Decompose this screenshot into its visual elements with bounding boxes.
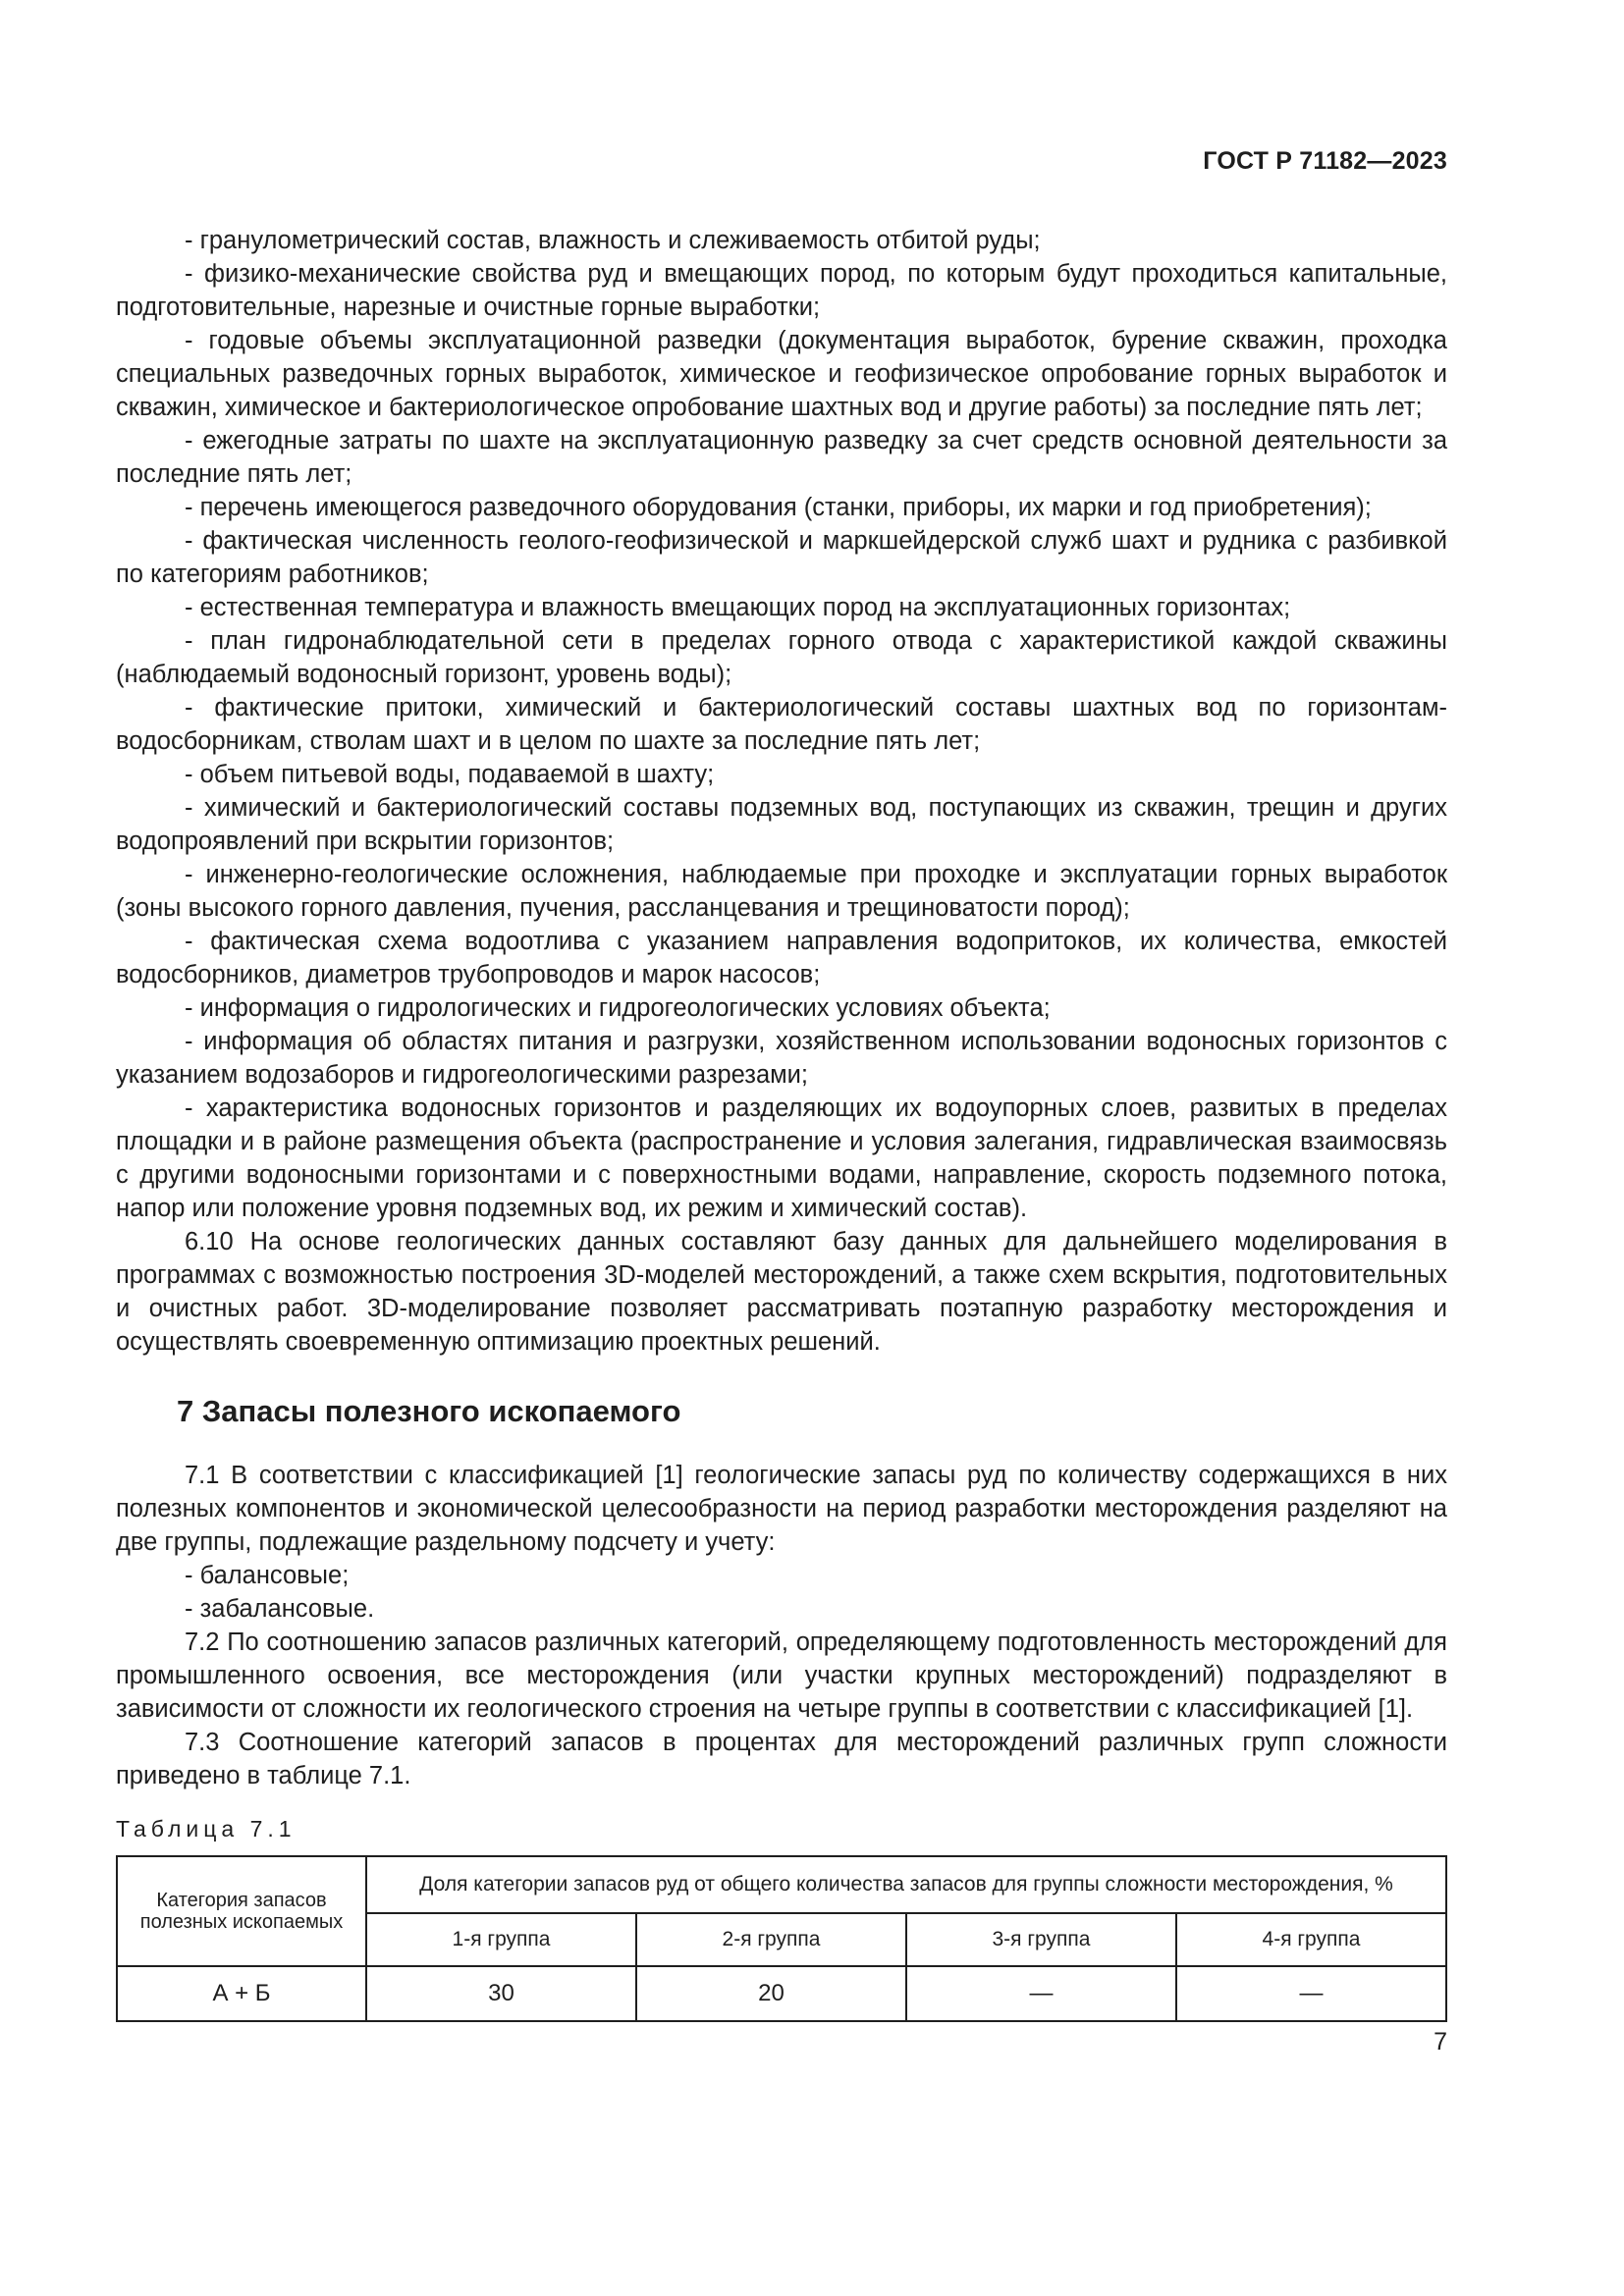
- paragraph: 6.10 На основе геологических данных составляют базу данных для дальнейшего моделирования в программах с возможностью построения 3D-моделей месторождений, а также схем вскрытия, подготовительных и очистных работ. 3D-моделирование позволяет рассматривать поэтапную разработку месторождения и осуществлять своевременную оптимизацию проектных решений.: [116, 1228, 1447, 1356]
- paragraph: - забалансовые.: [185, 1595, 375, 1623]
- paragraph: - химический и бактериологический составы подземных вод, поступающих из скважин, трещин и других водопроявлений при вскрытии горизонтов;: [116, 794, 1447, 855]
- paragraph: - объем питьевой воды, подаваемой в шахту;: [185, 761, 715, 788]
- section-title: 7 Запасы полезного ископаемого: [177, 1394, 681, 1428]
- table-row: [117, 1966, 1446, 2021]
- group-header-3: 3-я группа: [906, 1913, 1176, 1966]
- row-value-group-1: 30: [366, 1966, 636, 2021]
- table-header-row: [117, 1856, 1446, 1913]
- row-value-group-3: —: [906, 1966, 1176, 2021]
- paragraph: - перечень имеющегося разведочного оборудования (станки, приборы, их марки и год приобретения);: [185, 494, 1372, 521]
- category-column-header: Категория запасов полезных ископаемых: [117, 1856, 366, 1966]
- paragraph: - план гидронаблюдательной сети в пределах горного отвода с характеристикой каждой скважины (наблюдаемый водоносный горизонт, уровень воды);: [116, 627, 1447, 688]
- paragraph: - естественная температура и влажность вмещающих пород на эксплуатационных горизонтах;: [185, 594, 1291, 621]
- group-header-4: 4-я группа: [1176, 1913, 1446, 1966]
- share-column-header: Доля категории запасов руд от общего количества запасов для группы сложности месторождения, %: [366, 1856, 1446, 1913]
- paragraph: - инженерно-геологические осложнения, наблюдаемые при проходке и эксплуатации горных выработок (зоны высокого горного давления, пучения, рассланцевания и трещиноватости пород);: [116, 861, 1447, 922]
- document-code: ГОСТ Р 71182—2023: [1203, 147, 1447, 175]
- paragraph: - годовые объемы эксплуатационной разведки (документация выработок, бурение скважин, проходка специальных разведочных горных выработок, химическое и геофизическое опробование горных выработок и скважин, химическое и бактериологическое опробование шахтных вод и другие работы) за последние пять лет;: [116, 327, 1447, 421]
- paragraph: - фактическая схема водоотлива с указанием направления водопритоков, их количества, емкостей водосборников, диаметров трубопроводов и марок насосов;: [116, 928, 1447, 988]
- paragraph: - характеристика водоносных горизонтов и разделяющих их водоупорных слоев, развитых в пределах площадки и в районе размещения объекта (распространение и условия залегания, гидравлическая взаимосвязь с другими водоносными горизонтами и с поверхностными водами, направление, скорость подземного потока, напор или положение уровня подземных вод, их режим и химический состав).: [116, 1095, 1447, 1222]
- paragraph: - ежегодные затраты по шахте на эксплуатационную разведку за счет средств основной деятельности за последние пять лет;: [116, 427, 1447, 488]
- paragraph: - информация об областях питания и разгрузки, хозяйственном использовании водоносных горизонтов с указанием водозаборов и гидрогеологическими разрезами;: [116, 1028, 1447, 1089]
- table-caption: Таблица 7.1: [116, 1816, 297, 1842]
- paragraph-group-b: [116, 1459, 1447, 1792]
- paragraph: 7.3 Соотношение категорий запасов в процентах для месторождений различных групп сложности приведено в таблице 7.1.: [116, 1729, 1447, 1789]
- paragraph: - физико-механические свойства руд и вмещающих пород, по которым будут проходиться капитальные, подготовительные, нарезные и очистные горные выработки;: [116, 260, 1447, 321]
- paragraph-group-a: [116, 224, 1447, 1359]
- paragraph: - гранулометрический состав, влажность и слеживаемость отбитой руды;: [185, 227, 1041, 254]
- document-body: [116, 224, 1447, 2022]
- paragraph: 7.2 По соотношению запасов различных категорий, определяющему подготовленность месторождений для промышленного освоения, все месторождения (или участки крупных месторождений) подразделяют в зависимости от сложности их геологического строения на четыре группы в соответствии с классификацией [1].: [116, 1629, 1447, 1723]
- row-value-group-4: —: [1176, 1966, 1446, 2021]
- paragraph: - балансовые;: [185, 1562, 350, 1589]
- page-number: 7: [1434, 2028, 1447, 2056]
- row-value-group-2: 20: [636, 1966, 906, 2021]
- row-category: А + Б: [117, 1966, 366, 2021]
- paragraph: - информация о гидрологических и гидрогеологических условиях объекта;: [185, 994, 1051, 1022]
- group-header-1: 1-я группа: [366, 1913, 636, 1966]
- paragraph: - фактическая численность геолого-геофизической и маркшейдерской служб шахт и рудника с разбивкой по категориям работников;: [116, 527, 1447, 588]
- paragraph: - фактические притоки, химический и бактериологический составы шахтных вод по горизонтам-водосборникам, стволам шахт и в целом по шахте за последние пять лет;: [116, 694, 1447, 755]
- reserves-table: [116, 1855, 1447, 2022]
- group-header-2: 2-я группа: [636, 1913, 906, 1966]
- table-body: [117, 1966, 1446, 2021]
- paragraph: 7.1 В соответствии с классификацией [1] геологические запасы руд по количеству содержащихся в них полезных компонентов и экономической целесообразности на период разработки месторождения разделяют на две группы, подлежащие раздельному подсчету и учету:: [116, 1462, 1447, 1556]
